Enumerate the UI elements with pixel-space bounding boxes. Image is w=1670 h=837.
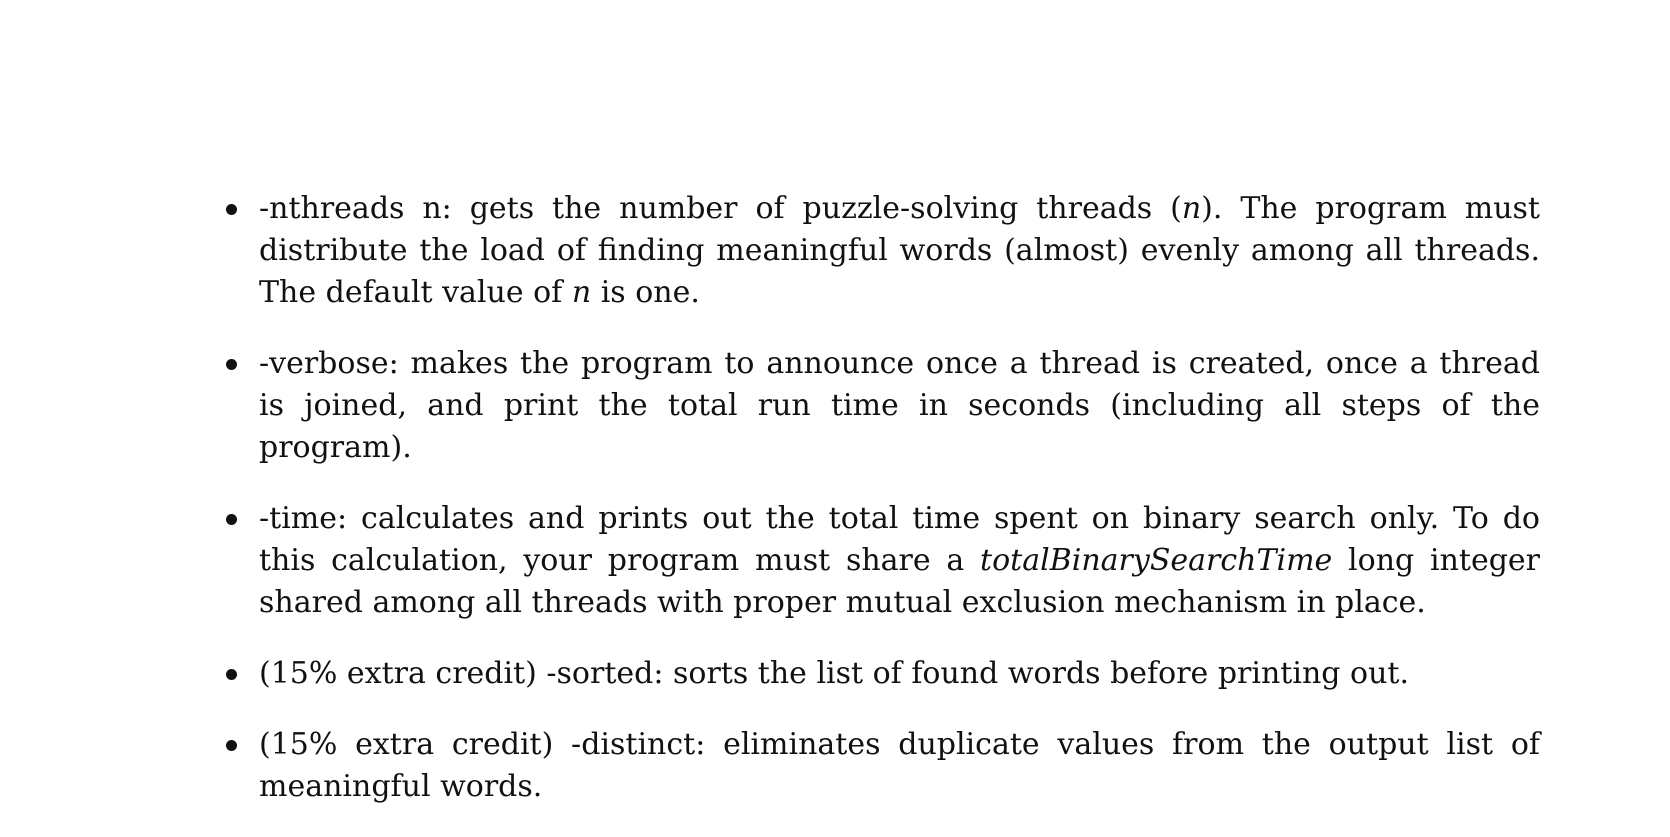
sorted-text: (15% extra credit) -sorted: sorts the list of found words before printing out. [259,656,1409,691]
options-bullet-list [222,188,1540,837]
nthreads-text-middle: ). The program must distribute the load of finding meaningful words (almost) evenly among all threads. The default value of [259,191,1540,310]
time-var-total-binary-search-time: totalBinarySearchTime [980,543,1333,578]
bullet-item-sorted [222,653,1540,695]
bullet-dot-icon [226,740,237,751]
nthreads-var-n: n [1181,191,1202,226]
bullet-dot-icon [226,359,237,370]
bullet-dot-icon [226,669,237,680]
bullet-item-distinct [222,724,1540,808]
bullet-item-verbose [222,343,1540,469]
time-text-after: long integer shared among all threads with proper mutual exclusion mechanism in place. [259,543,1540,620]
bullet-dot-icon [226,514,237,525]
nthreads-text-before: -nthreads n: gets the number of puzzle-solving threads ( [259,191,1182,226]
nthreads-var-n-default: n [571,275,592,310]
bullet-item-time [222,498,1540,624]
bullet-dot-icon [226,204,237,215]
time-text-before: -time: calculates and prints out the total time spent on binary search only. To do this calculation, your program must share a [259,501,1540,578]
verbose-text: -verbose: makes the program to announce once a thread is created, once a thread is joined, and print the total run time in seconds (including all steps of the program). [259,346,1540,465]
distinct-text: (15% extra credit) -distinct: eliminates duplicate values from the output list of meaningful words. [259,727,1540,804]
nthreads-text-after: is one. [591,275,700,310]
bullet-item-nthreads [222,188,1540,314]
